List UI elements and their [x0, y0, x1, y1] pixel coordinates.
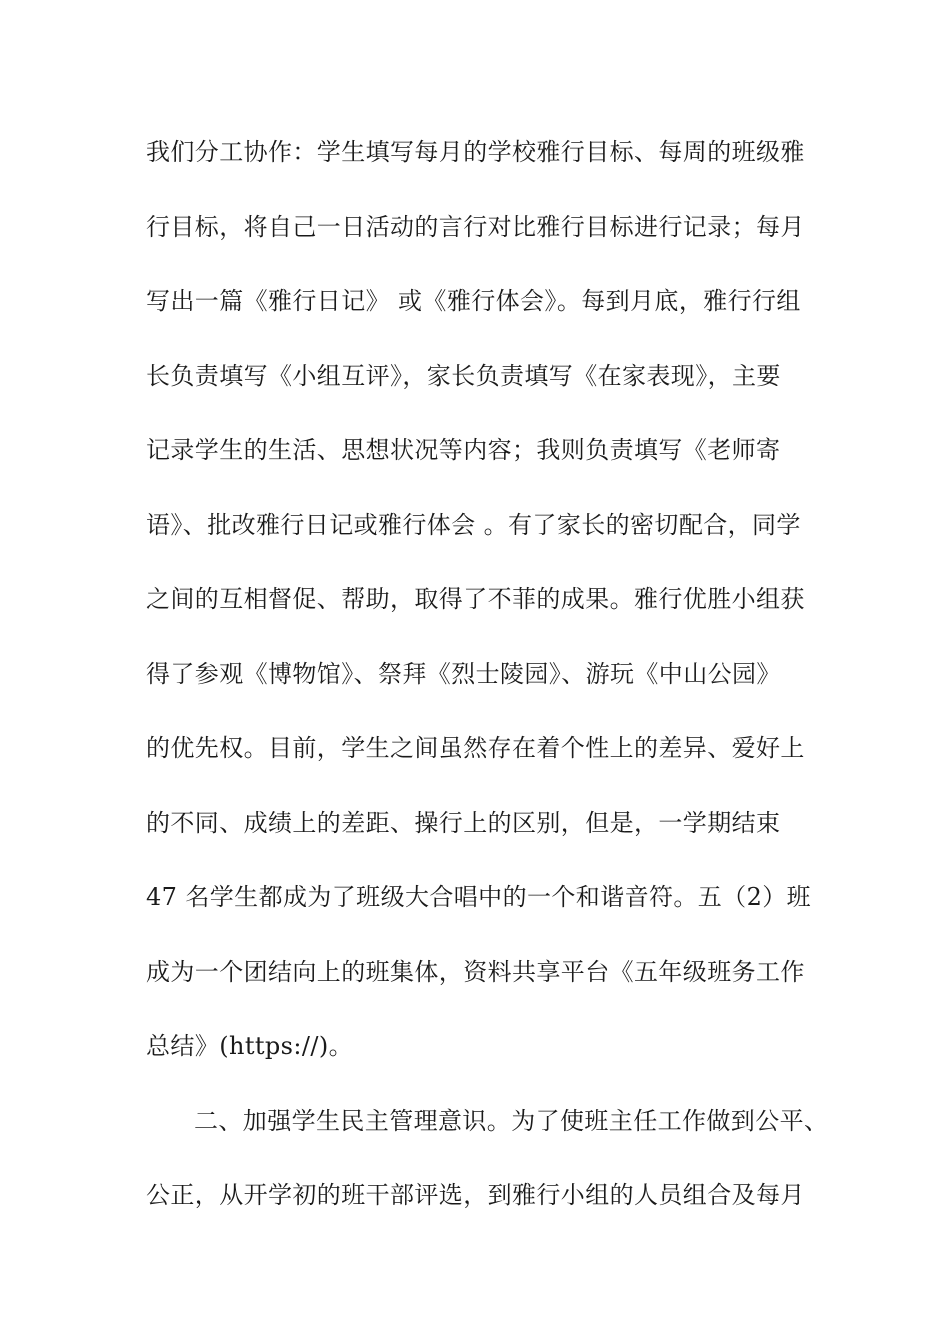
text-line: 总结》(https://)。 — [146, 1032, 354, 1060]
text-line: 得了参观《博物馆》、祭拜《烈士陵园》、游玩《中山公园》 — [146, 659, 781, 688]
text-line: 写出一篇《雅行日记》 或《雅行体会》。每到月底，雅行行组 — [146, 287, 801, 315]
body-text — [146, 130, 829, 1248]
text-line: 之间的互相督促、帮助，取得了不菲的成果。雅行优胜小组获 — [146, 585, 805, 613]
text-line: 语》、批改雅行日记或雅行体会 。有了家长的密切配合，同学 — [146, 510, 801, 539]
text-line: 我们分工协作：学生填写每月的学校雅行目标、每周的班级雅 — [146, 138, 805, 166]
text-line: 47 名学生都成为了班级大合唱中的一个和谐音符。五（2）班 — [146, 883, 812, 911]
text-line: 行目标，将自己一日活动的言行对比雅行目标进行记录；每月 — [146, 212, 805, 241]
text-line: 成为一个团结向上的班集体，资料共享平台《五年级班务工作 — [146, 957, 805, 986]
text-line: 的不同、成绩上的差距、操行上的区别，但是，一学期结束 — [146, 808, 781, 837]
text-line: 的优先权。目前，学生之间虽然存在着个性上的差异、爱好上 — [146, 734, 805, 762]
text-line: 公正，从开学初的班干部评选，到雅行小组的人员组合及每月 — [146, 1181, 805, 1209]
text-line: 记录学生的生活、思想状况等内容；我则负责填写《老师寄 — [146, 436, 781, 464]
text-line: 长负责填写《小组互评》，家长负责填写《在家表现》，主要 — [146, 361, 781, 390]
paragraph-start-line: 二、加强学生民主管理意识。为了使班主任工作做到公平、 — [194, 1106, 829, 1135]
